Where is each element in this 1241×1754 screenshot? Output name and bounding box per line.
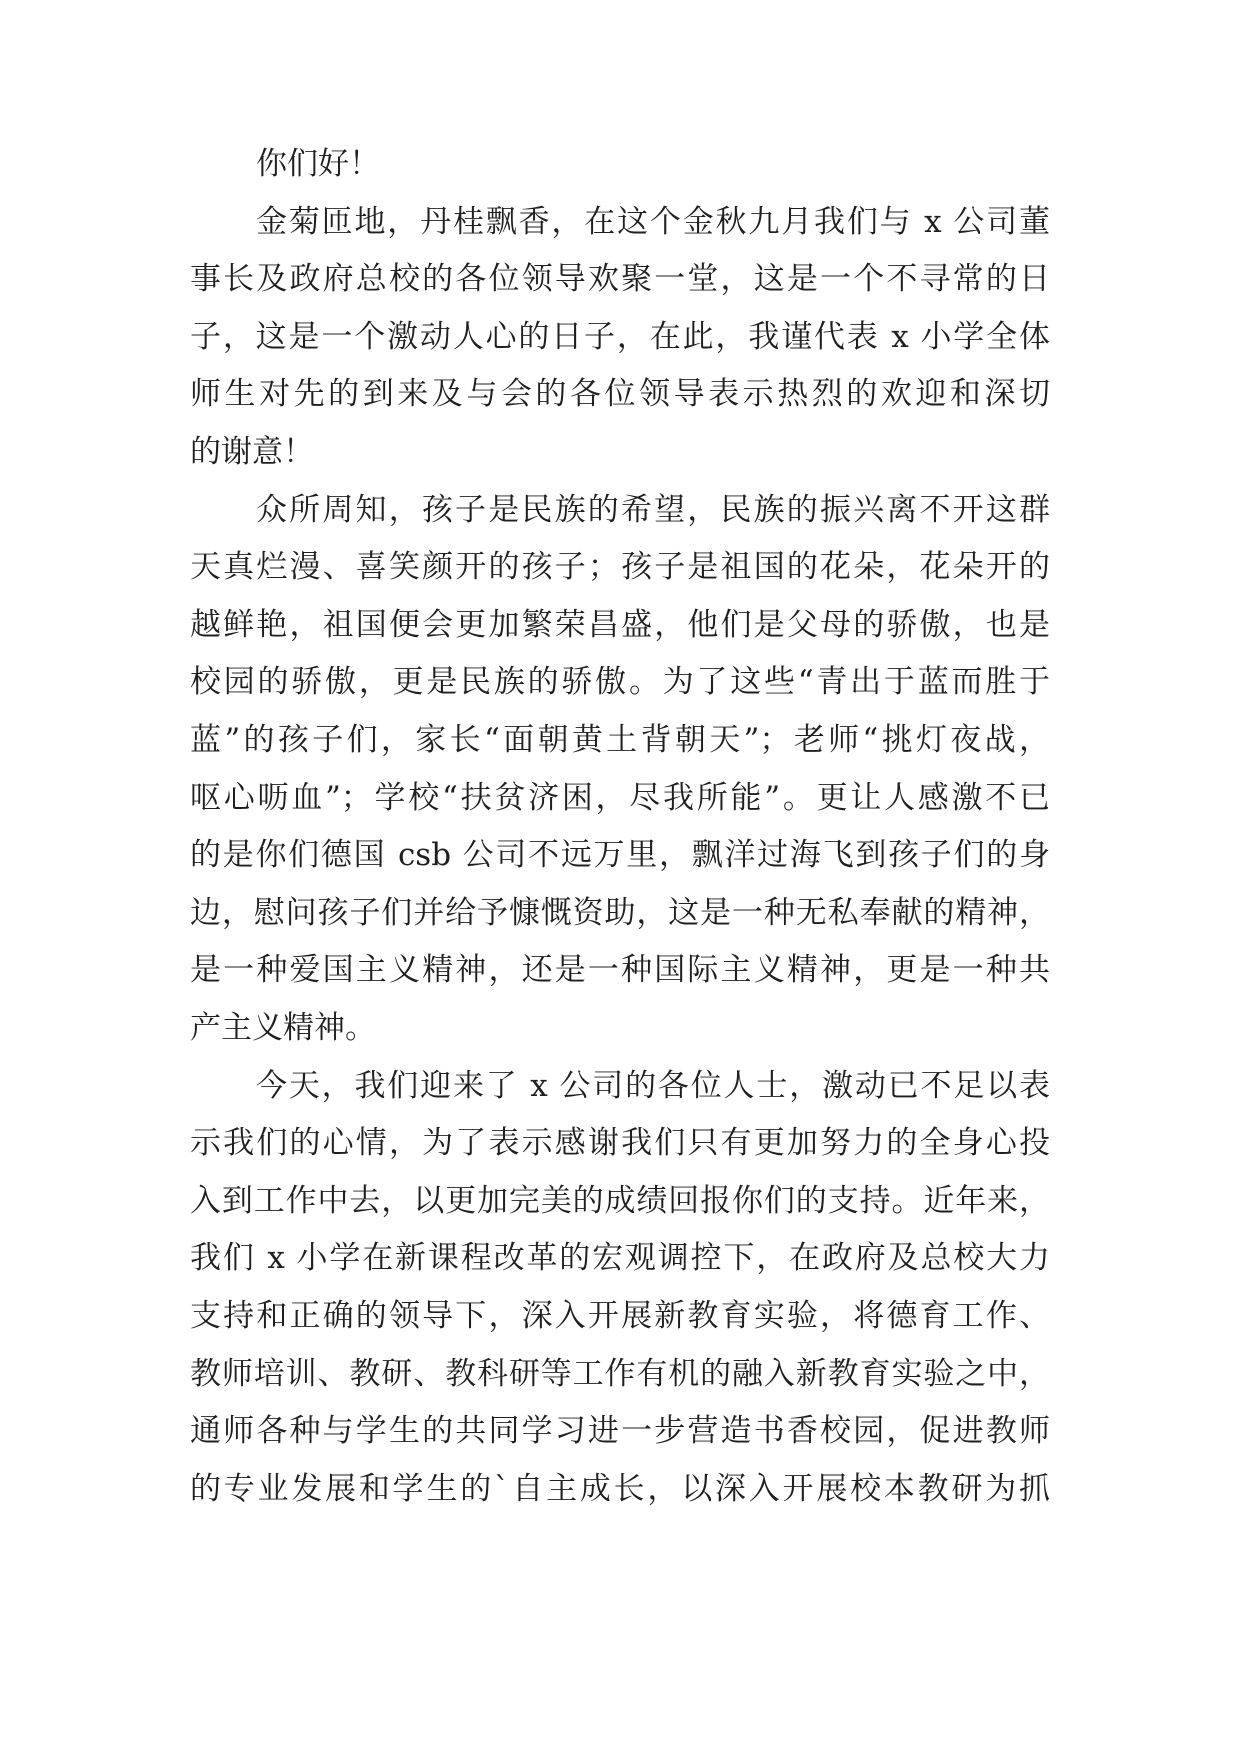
text-line: 通师各种与学生的共同学习进一步营造书香校园，促进教师 xyxy=(190,1413,1050,1450)
text-line: 你们好！ xyxy=(256,146,380,182)
text-line: 是一种爱国主义精神，还是一种国际主义精神，更是一种共 xyxy=(190,952,1050,989)
text-line: 蓝”的孩子们，家长“面朝黄土背朝天”；老师“挑灯夜战， xyxy=(190,722,1050,758)
text-line: 事长及政府总校的各位领导欢聚一堂，这是一个不寻常的日 xyxy=(190,261,1050,298)
text-line: 示我们的心情，为了表示感谢我们只有更加努力的全身心投 xyxy=(190,1125,1050,1162)
text-line: 众所周知，孩子是民族的希望，民族的振兴离不开这群 xyxy=(256,491,1050,528)
text-line: 金菊匝地，丹桂飘香，在这个金秋九月我们与 x 公司董 xyxy=(256,203,1050,240)
text-line: 教师培训、教研、教科研等工作有机的融入新教育实验之中， xyxy=(190,1355,1050,1392)
text-line: 天真烂漫、喜笑颜开的孩子；孩子是祖国的花朵，花朵开的 xyxy=(190,549,1050,586)
text-line: 校园的骄傲，更是民族的骄傲。为了这些“青出于蓝而胜于 xyxy=(190,664,1050,701)
text-line: 呕心呖血”；学校“扶贫济困，尽我所能”。更让人感激不已 xyxy=(190,779,1050,816)
text-line: 边，慰问孩子们并给予慷慨资助，这是一种无私奉献的精神， xyxy=(190,894,1050,931)
text-line: 越鲜艳，祖国便会更加繁荣昌盛，他们是父母的骄傲，也是 xyxy=(190,606,1050,643)
text-line: 入到工作中去，以更加完美的成绩回报你们的支持。近年来， xyxy=(190,1182,1050,1219)
text-line: 师生对先的到来及与会的各位领导表示热烈的欢迎和深切 xyxy=(190,376,1050,413)
text-line: 的专业发展和学生的`自主成长，以深入开展校本教研为抓 xyxy=(190,1470,1050,1507)
text-line: 的是你们德国 csb 公司不远万里，飘洋过海飞到孩子们的身 xyxy=(190,837,1050,874)
text-line: 子，这是一个激动人心的日子，在此，我谨代表 x 小学全体 xyxy=(190,318,1050,355)
text-line: 我们 x 小学在新课程改革的宏观调控下，在政府及总校大力 xyxy=(190,1240,1050,1277)
text-line: 今天，我们迎来了 x 公司的各位人士，激动已不足以表 xyxy=(256,1067,1050,1104)
text-line: 支持和正确的领导下，深入开展新教育实验，将德育工作、 xyxy=(190,1298,1050,1334)
text-line: 的谢意！ xyxy=(190,434,314,470)
text-line: 产主义精神。 xyxy=(190,1010,376,1046)
